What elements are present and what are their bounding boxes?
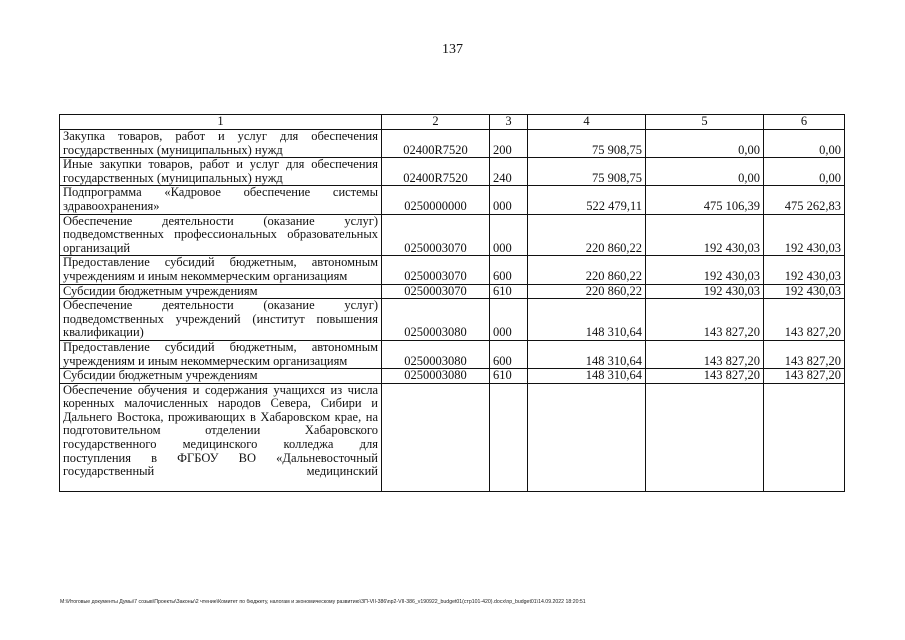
- row-value-col6: 143 827,20: [764, 340, 845, 368]
- row-description: Подпрограмма «Кадровое обеспечение системы здравоохранения»: [60, 186, 382, 214]
- row-code: 02400R7520: [382, 130, 490, 158]
- row-code: 0250003070: [382, 284, 490, 299]
- row-value-col5: [646, 383, 764, 491]
- row-description: Закупка товаров, работ и услуг для обеспечения государственных (муниципальных) нужд: [60, 130, 382, 158]
- row-description: Субсидии бюджетным учреждениям: [60, 284, 382, 299]
- row-value-col4: 220 860,22: [528, 214, 646, 256]
- header-cell: 1: [60, 115, 382, 130]
- row-value-col4: 148 310,64: [528, 340, 646, 368]
- row-value-col5: 143 827,20: [646, 369, 764, 384]
- row-expense-type: 610: [490, 369, 528, 384]
- row-expense-type: [490, 383, 528, 491]
- row-description: Обеспечение обучения и содержания учащихся из числа коренных малочисленных народов Севера, Сибири и Дальнего Востока, проживающих в Хабаровском крае, на подготовительном отделении Хабаровского государственного медицинского колледжа для поступления в ФГБОУ ВО «Дальневосточный государственный медицинский: [60, 383, 382, 491]
- header-cell: 2: [382, 115, 490, 130]
- row-code: 0250003080: [382, 340, 490, 368]
- row-value-col6: 143 827,20: [764, 299, 845, 341]
- row-description: Субсидии бюджетным учреждениям: [60, 369, 382, 384]
- row-value-col5: 192 430,03: [646, 256, 764, 284]
- row-code: 02400R7520: [382, 158, 490, 186]
- row-value-col5: 192 430,03: [646, 284, 764, 299]
- row-value-col5: 475 106,39: [646, 186, 764, 214]
- row-value-col5: 0,00: [646, 158, 764, 186]
- header-row: [60, 115, 845, 130]
- table-row: [60, 284, 845, 299]
- row-code: 0250003080: [382, 369, 490, 384]
- table-row: [60, 256, 845, 284]
- row-value-col4: 522 479,11: [528, 186, 646, 214]
- row-description: Обеспечение деятельности (оказание услуг) подведомственных профессиональных образовательных организаций: [60, 214, 382, 256]
- row-expense-type: 600: [490, 340, 528, 368]
- row-expense-type: 000: [490, 299, 528, 341]
- page-number: 137: [442, 42, 463, 57]
- row-code: [382, 383, 490, 491]
- row-expense-type: 610: [490, 284, 528, 299]
- row-code: 0250003070: [382, 214, 490, 256]
- row-value-col6: 192 430,03: [764, 284, 845, 299]
- table-row: [60, 383, 845, 491]
- header-cell: 4: [528, 115, 646, 130]
- row-value-col6: 192 430,03: [764, 256, 845, 284]
- row-code: 0250003070: [382, 256, 490, 284]
- row-value-col6: 475 262,83: [764, 186, 845, 214]
- row-value-col6: 0,00: [764, 158, 845, 186]
- row-value-col5: 192 430,03: [646, 214, 764, 256]
- row-value-col4: 75 908,75: [528, 130, 646, 158]
- row-value-col4: 220 860,22: [528, 256, 646, 284]
- row-value-col4: 148 310,64: [528, 369, 646, 384]
- budget-table: [59, 114, 845, 492]
- row-value-col5: 143 827,20: [646, 299, 764, 341]
- table-row: [60, 369, 845, 384]
- row-value-col4: [528, 383, 646, 491]
- table-row: [60, 186, 845, 214]
- row-expense-type: 200: [490, 130, 528, 158]
- row-description: Предоставление субсидий бюджетным, автономным учреждениям и иным некоммерческим организациям: [60, 256, 382, 284]
- document-footer-path: M:\Итоговые документы Думы\7 созыв\Проекты\Законы\2 чтение\Комитет по бюджету, налогам и экономическому развитию\ЗП-VII-386\np2-VII-386_v190922_budget01(стр101-420).docx\np_budget01\14.09.2022 18:20:51: [60, 599, 586, 605]
- row-value-col5: 143 827,20: [646, 340, 764, 368]
- header-cell: 5: [646, 115, 764, 130]
- row-code: 0250003080: [382, 299, 490, 341]
- row-description: Обеспечение деятельности (оказание услуг) подведомственных учреждений (институт повышения квалификации): [60, 299, 382, 341]
- row-value-col6: 0,00: [764, 130, 845, 158]
- row-value-col4: 220 860,22: [528, 284, 646, 299]
- table-row: [60, 130, 845, 158]
- row-value-col5: 0,00: [646, 130, 764, 158]
- row-expense-type: 240: [490, 158, 528, 186]
- table-row: [60, 158, 845, 186]
- row-value-col6: [764, 383, 845, 491]
- row-expense-type: 000: [490, 214, 528, 256]
- row-value-col4: 75 908,75: [528, 158, 646, 186]
- row-description: Предоставление субсидий бюджетным, автономным учреждениям и иным некоммерческим организациям: [60, 340, 382, 368]
- table-row: [60, 299, 845, 341]
- header-cell: 3: [490, 115, 528, 130]
- row-expense-type: 000: [490, 186, 528, 214]
- row-expense-type: 600: [490, 256, 528, 284]
- table-row: [60, 214, 845, 256]
- row-code: 0250000000: [382, 186, 490, 214]
- row-description: Иные закупки товаров, работ и услуг для обеспечения государственных (муниципальных) нужд: [60, 158, 382, 186]
- row-value-col6: 192 430,03: [764, 214, 845, 256]
- table-row: [60, 340, 845, 368]
- header-cell: 6: [764, 115, 845, 130]
- row-value-col4: 148 310,64: [528, 299, 646, 341]
- row-value-col6: 143 827,20: [764, 369, 845, 384]
